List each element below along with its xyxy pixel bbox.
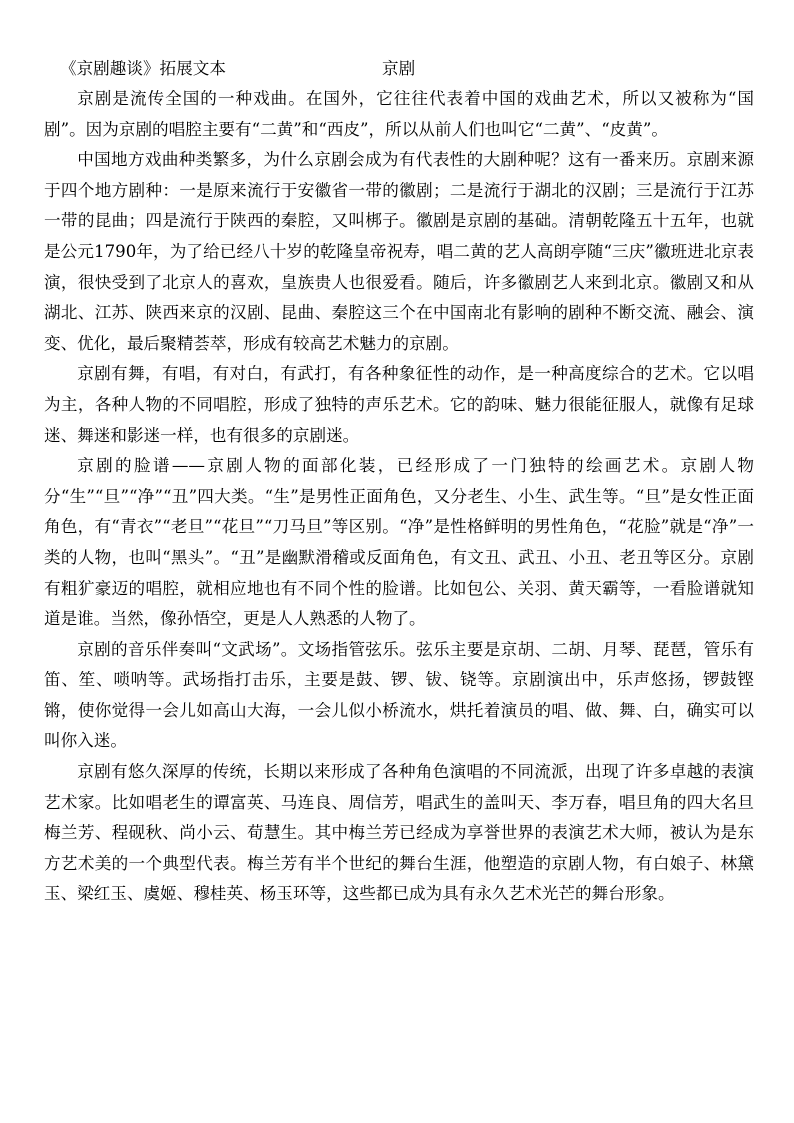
paragraph-art-form: 京剧有舞，有唱，有对白，有武打，有各种象征性的动作，是一种高度综合的艺术。它以唱为主，各种人物的不同唱腔，形成了独特的声乐艺术。它的韵味、魅力很能征服人，就像有足球迷、舞迷和影迷一样，也有很多的京剧迷。: [44, 364, 754, 445]
paragraph-history: 中国地方戏曲种类繁多，为什么京剧会成为有代表性的大剧种呢？这有一番来历。京剧来源于四个地方剧种：一是原来流行于安徽省一带的徽剧；二是流行于湖北的汉剧；三是流行于江苏一带的昆曲；四是流行于陕西的秦腔，又叫梆子。徽剧是京剧的基础。清朝乾隆五十五年，也就是公元1790年，为了给已经八十岁的乾隆皇帝祝寿，唱二黄的艺人高朗亭随“三庆”徽班进北京表演，很快受到了北京人的喜欢，皇族贵人也很爱看。随后，许多徽剧艺人来到北京。徽剧又和从湖北、江苏、陕西来京的汉剧、昆曲、秦腔这三个在中国南北有影响的剧种不断交流、融会、演变、优化，最后聚精荟萃，形成有较高艺术魅力的京剧。: [44, 150, 754, 353]
paragraph-artists: 京剧有悠久深厚的传统，长期以来形成了各种角色演唱的不同流派，出现了许多卓越的表演艺术家。比如唱老生的谭富英、马连良、周信芳，唱武生的盖叫天、李万春，唱旦角的四大名旦梅兰芳、程砚秋、尚小云、荀慧生。其中梅兰芳已经成为享誉世界的表演艺术大师，被认为是东方艺术美的一个典型代表。梅兰芳有半个世纪的舞台生涯，他塑造的京剧人物，有白娘子、林黛玉、梁红玉、虞姬、穆桂英、杨玉环等，这些都已成为具有永久艺术光芒的舞台形象。: [44, 762, 754, 904]
article-title: 京剧: [382, 59, 416, 78]
document-header: [44, 54, 754, 84]
paragraph-music: 京剧的音乐伴奏叫“文武场”。文场指管弦乐。弦乐主要是京胡、二胡、月琴、琵琶，管乐有笛、笙、唢呐等。武场指打击乐，主要是鼓、锣、钹、铙等。京剧演出中，乐声悠扬，锣鼓铿锵，使你觉得一会儿如高山大海，一会儿似小桥流水，烘托着演员的唱、做、舞、白，确实可以叫你入迷。: [44, 639, 754, 751]
document-title: 《京剧趣谈》拓展文本: [60, 59, 226, 78]
paragraph-intro: 京剧是流传全国的一种戏曲。在国外，它往往代表着中国的戏曲艺术，所以又被称为“国剧”。因为京剧的唱腔主要有“二黄”和“西皮”，所以从前人们也叫它“二黄”、“皮黄”。: [44, 89, 754, 139]
document-page: [44, 54, 754, 910]
paragraph-facial-makeup: 京剧的脸谱——京剧人物的面部化装，已经形成了一门独特的绘画艺术。京剧人物分“生”“旦”“净”“丑”四大类。“生”是男性正面角色，又分老生、小生、武生等。“旦”是女性正面角色，有“青衣”“老旦”“花旦”“刀马旦”等区别。“净”是性格鲜明的男性角色，“花脸”就是“净”一类的人物，也叫“黑头”。“丑”是幽默滑稽或反面角色，有文丑、武丑、小丑、老丑等区分。京剧有粗犷豪迈的唱腔，就相应地也有不同个性的脸谱。比如包公、关羽、黄天霸等，一看脸谱就知道是谁。当然，像孙悟空，更是人人熟悉的人物了。: [44, 456, 754, 629]
